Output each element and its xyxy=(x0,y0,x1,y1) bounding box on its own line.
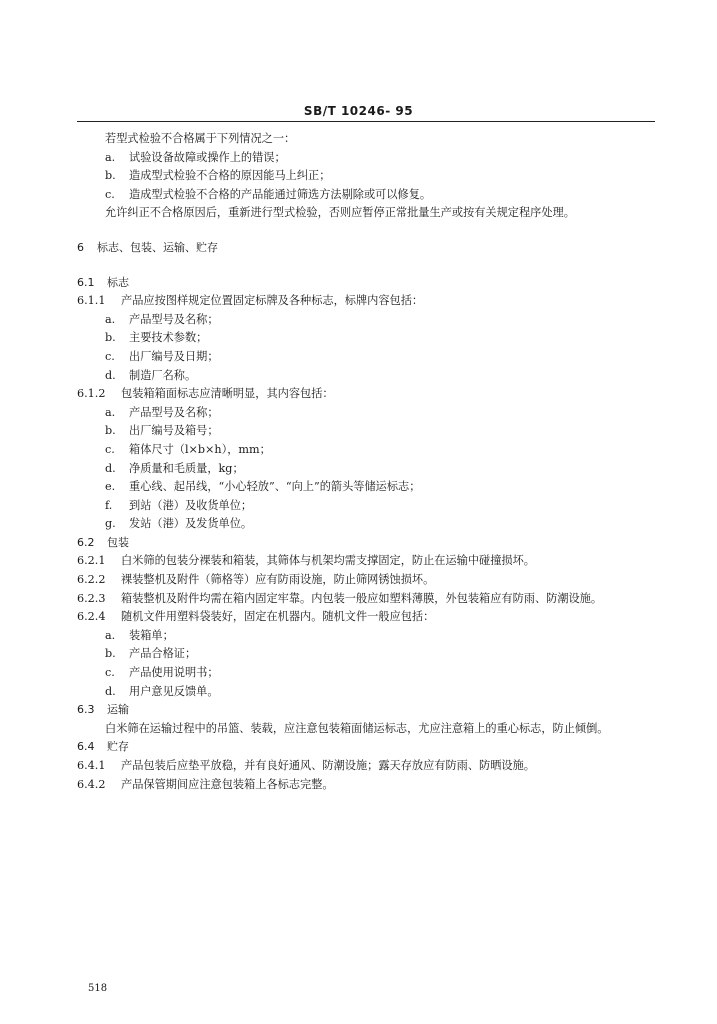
list-marker: a. xyxy=(105,628,116,642)
list-text: 箱体尺寸（l×b×h），mm； xyxy=(129,442,271,456)
list-marker: e. xyxy=(105,480,116,494)
section-heading-6-2 xyxy=(77,534,657,553)
list-text: 装箱单； xyxy=(129,628,174,642)
list-item xyxy=(77,460,657,479)
document-body xyxy=(77,130,657,794)
list-item xyxy=(77,311,657,330)
list-text: 到站（港）及收货单位； xyxy=(129,498,253,512)
list-marker: b. xyxy=(105,424,116,438)
list-marker: b. xyxy=(105,331,116,345)
list-marker: a. xyxy=(105,405,116,419)
list-item xyxy=(77,367,657,386)
list-item xyxy=(77,478,657,497)
list-text: 产品合格证； xyxy=(129,647,197,661)
list-item xyxy=(77,329,657,348)
section-title: 运输 xyxy=(107,703,129,717)
clause-number: 6.1.1 xyxy=(77,294,106,308)
list-item xyxy=(77,441,657,460)
list-text: 发站（港）及发货单位。 xyxy=(129,517,253,531)
section-heading-6-3 xyxy=(77,701,657,720)
paragraph: 白米筛在运输过程中的吊篮、装载，应注意包装箱面储运标志，尤应注意箱上的重心标志，防止倾倒。 xyxy=(105,721,609,735)
section-heading-6-1 xyxy=(77,274,657,293)
list-text: 出厂编号及日期； xyxy=(129,349,219,363)
clause-6-2-2 xyxy=(77,571,657,590)
clause-text: 产品包装后应垫平放稳，并有良好通风、防潮设施；露天存放应有防雨、防晒设施。 xyxy=(121,759,535,772)
list-marker: c. xyxy=(105,349,115,363)
list-marker: c. xyxy=(105,442,115,456)
clause-6-4-1 xyxy=(77,757,657,776)
list-marker: d. xyxy=(105,461,116,475)
clause-number: 6.2.2 xyxy=(77,573,106,587)
clause-6-2-4 xyxy=(77,608,657,627)
list-text: 造成型式检验不合格的原因能马上纠正； xyxy=(129,169,331,183)
paragraph: 允许纠正不合格原因后，重新进行型式检验，否则应暂停正常批量生产或按有关规定程序处理。 xyxy=(105,206,575,220)
list-text: 用户意见反馈单。 xyxy=(129,684,219,698)
list-marker: b. xyxy=(105,647,116,661)
clause-text: 白米筛的包装分裸装和箱装，其筛体与机架均需支撑固定，防止在运输中碰撞损坏。 xyxy=(121,554,535,568)
clause-text: 包装箱箱面标志应清晰明显，其内容包括： xyxy=(121,387,334,401)
section-number: 6 xyxy=(77,240,84,254)
clause-6-4-2 xyxy=(77,776,657,795)
list-marker: d. xyxy=(105,368,116,382)
clause-text: 箱装整机及附件均需在箱内固定牢靠。内包装一般应如塑料薄膜，外包装箱应有防雨、防潮设施。 xyxy=(121,591,603,605)
clause-number: 6.4.2 xyxy=(77,777,106,791)
list-item xyxy=(77,404,657,423)
list-marker: g. xyxy=(105,517,116,531)
list-marker: a. xyxy=(105,312,116,326)
list-marker: d. xyxy=(105,684,116,698)
section-number: 6.1 xyxy=(77,275,95,289)
list-text: 试验设备故障或操作上的错误； xyxy=(129,150,286,164)
list-marker: f. xyxy=(105,498,113,512)
clause-6-2-3 xyxy=(77,590,657,609)
list-marker: c. xyxy=(105,666,115,680)
clause-6-1-1 xyxy=(77,292,657,311)
list-text: 制造厂名称。 xyxy=(129,368,197,382)
list-item xyxy=(77,149,657,168)
clause-number: 6.2.4 xyxy=(77,610,106,624)
header-rule xyxy=(77,121,655,122)
section-title: 标志、包装、运输、贮存 xyxy=(97,240,218,254)
section-title: 标志 xyxy=(107,275,129,289)
list-text: 净质量和毛质量，kg； xyxy=(129,461,244,475)
section-title: 包装 xyxy=(107,535,129,549)
clause-number: 6.1.2 xyxy=(77,387,106,401)
section-title: 贮存 xyxy=(107,740,129,754)
list-item xyxy=(77,167,657,186)
clause-number: 6.2.1 xyxy=(77,554,106,568)
page-number: 518 xyxy=(88,983,108,994)
list-item xyxy=(77,186,657,205)
list-marker: a. xyxy=(105,150,116,164)
list-item xyxy=(77,645,657,664)
clause-number: 6.4.1 xyxy=(77,759,106,772)
list-text: 产品型号及名称； xyxy=(129,312,219,326)
list-marker: c. xyxy=(105,187,115,201)
list-text: 重心线、起吊线，“小心轻放”、“向上”的箭头等储运标志； xyxy=(129,480,421,494)
list-item xyxy=(77,515,657,534)
list-item xyxy=(77,683,657,702)
list-text: 产品型号及名称； xyxy=(129,405,219,419)
list-text: 造成型式检验不合格的产品能通过筛选方法剔除或可以修复。 xyxy=(129,187,432,201)
clause-6-2-1 xyxy=(77,552,657,571)
list-item xyxy=(77,497,657,516)
clause-number: 6.2.3 xyxy=(77,591,106,605)
clause-6-1-2 xyxy=(77,385,657,404)
list-item xyxy=(77,627,657,646)
section-number: 6.3 xyxy=(77,703,95,717)
clause-text: 随机文件用塑料袋装好，固定在机器内。随机文件一般应包括： xyxy=(121,610,435,624)
clause-text: 产品应按图样规定位置固定标牌及各种标志，标牌内容包括： xyxy=(121,294,424,308)
list-item xyxy=(77,664,657,683)
list-marker: b. xyxy=(105,169,116,183)
section-heading-6 xyxy=(77,239,657,258)
section-number: 6.2 xyxy=(77,535,95,549)
list-text: 产品使用说明书； xyxy=(129,666,219,680)
list-item xyxy=(77,348,657,367)
paragraph: 若型式检验不合格属于下列情况之一： xyxy=(105,132,296,145)
list-text: 主要技术参数； xyxy=(129,331,208,345)
clause-text: 裸装整机及附件（筛格等）应有防雨设施，防止筛网锈蚀损坏。 xyxy=(121,573,435,587)
list-item xyxy=(77,422,657,441)
list-text: 出厂编号及箱号； xyxy=(129,424,219,438)
section-heading-6-4 xyxy=(77,738,657,757)
clause-text: 产品保管期间应注意包装箱上各标志完整。 xyxy=(121,777,334,791)
document-code-header: SB/T 10246- 95 xyxy=(303,104,414,118)
section-number: 6.4 xyxy=(77,740,95,754)
